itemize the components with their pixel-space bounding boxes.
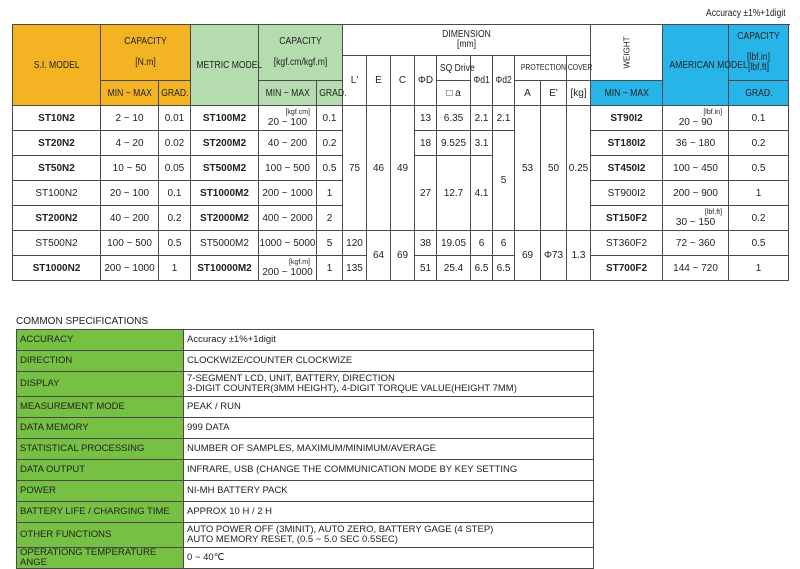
si-grad: 0.01 bbox=[159, 106, 191, 131]
metric-grad: 0.5 bbox=[317, 156, 343, 181]
metric-model: ST1000M2 bbox=[191, 181, 259, 206]
si-grad-header: GRAD. bbox=[159, 81, 191, 106]
us-model: ST450I2 bbox=[591, 156, 663, 181]
metric-range: 1000 ~ 5000 bbox=[259, 231, 317, 256]
dim-sqa: 19.05 bbox=[437, 231, 471, 256]
spec-key: ACCURACY bbox=[17, 330, 184, 351]
dim-L: 75 bbox=[343, 106, 367, 231]
spec-value: NI-MH BATTERY PACK bbox=[184, 481, 594, 502]
si-grad: 0.1 bbox=[159, 181, 191, 206]
spec-key: BATTERY LIFE / CHARGING TIME bbox=[17, 502, 184, 523]
si-model: ST10N2 bbox=[13, 106, 101, 131]
us-grad: 0.2 bbox=[729, 206, 789, 231]
spec-row bbox=[17, 460, 594, 481]
spec-key: DATA OUTPUT bbox=[17, 460, 184, 481]
american-capacity-header: CAPACITY [lbf.in] [lbf.ft] bbox=[729, 25, 789, 81]
spec-value: 999 DATA bbox=[184, 418, 594, 439]
si-range: 4 ~ 20 bbox=[101, 131, 159, 156]
us-range: 72 ~ 360 bbox=[663, 231, 729, 256]
spec-row bbox=[17, 548, 594, 569]
dim-A: 53 bbox=[515, 106, 541, 231]
us-grad: 0.5 bbox=[729, 156, 789, 181]
dim-d1: 6.5 bbox=[471, 256, 493, 281]
table-row bbox=[13, 106, 789, 131]
dim-d2: 6.5 bbox=[493, 256, 515, 281]
dim-sqdrive-header: SQ Drive bbox=[437, 56, 471, 81]
spec-row bbox=[17, 418, 594, 439]
spec-key: DIRECTION bbox=[17, 351, 184, 372]
spec-row bbox=[17, 481, 594, 502]
metric-grad: 2 bbox=[317, 206, 343, 231]
metric-model: ST100M2 bbox=[191, 106, 259, 131]
metric-grad: 1 bbox=[317, 181, 343, 206]
si-range: 10 ~ 50 bbox=[101, 156, 159, 181]
si-model-header: S.I. MODEL bbox=[13, 25, 101, 106]
spec-key: POWER bbox=[17, 481, 184, 502]
spec-value: AUTO POWER OFF (3MINIT), AUTO ZERO, BATTERY GAGE (4 STEP) AUTO MEMORY RESET, (0.5 ~ 5.0 SEC 0.5SEC) bbox=[184, 523, 594, 548]
si-model: ST200N2 bbox=[13, 206, 101, 231]
metric-model: ST200M2 bbox=[191, 131, 259, 156]
spec-row bbox=[17, 330, 594, 351]
dim-E-header: E bbox=[367, 56, 391, 106]
dim-C-header: C bbox=[391, 56, 415, 106]
si-grad: 1 bbox=[159, 256, 191, 281]
metric-grad: 0.2 bbox=[317, 131, 343, 156]
dim-sqa-header: □ a bbox=[437, 81, 471, 106]
dim-Eprime-header: E' bbox=[541, 81, 567, 106]
metric-model: ST10000M2 bbox=[191, 256, 259, 281]
metric-grad: 1 bbox=[317, 256, 343, 281]
dim-E: 64 bbox=[367, 231, 391, 281]
dim-protection-header: PROTECTION COVER bbox=[515, 56, 567, 81]
dim-sqa: 6.35 bbox=[437, 106, 471, 131]
si-grad: 0.5 bbox=[159, 231, 191, 256]
si-range: 2 ~ 10 bbox=[101, 106, 159, 131]
dim-phiD: 38 bbox=[415, 231, 437, 256]
dim-L: 135 bbox=[343, 256, 367, 281]
metric-model: ST2000M2 bbox=[191, 206, 259, 231]
dim-A: 69 bbox=[515, 231, 541, 281]
si-model: ST50N2 bbox=[13, 156, 101, 181]
spec-key: OTHER FUNCTIONS bbox=[17, 523, 184, 548]
dim-E: 46 bbox=[367, 106, 391, 231]
us-grad: 1 bbox=[729, 256, 789, 281]
us-model: ST90I2 bbox=[591, 106, 663, 131]
dim-d1: 6 bbox=[471, 231, 493, 256]
dim-Eprime: Φ73 bbox=[541, 231, 567, 281]
spec-value: 0 ~ 40℃ bbox=[184, 548, 594, 569]
si-minmax-header: MIN ~ MAX bbox=[101, 81, 159, 106]
dim-d2: 6 bbox=[493, 231, 515, 256]
dim-phiD: 51 bbox=[415, 256, 437, 281]
us-grad-header: GRAD. bbox=[729, 81, 789, 106]
dim-C: 69 bbox=[391, 231, 415, 281]
dim-phid2-header: Φd2 bbox=[493, 56, 515, 106]
metric-model-header: METRIC MODEL bbox=[191, 25, 259, 106]
si-model: ST1000N2 bbox=[13, 256, 101, 281]
si-range: 20 ~ 100 bbox=[101, 181, 159, 206]
spec-key: OPERATIONG TEMPERATURE ANGE bbox=[17, 548, 184, 569]
us-grad: 0.2 bbox=[729, 131, 789, 156]
us-model: ST900I2 bbox=[591, 181, 663, 206]
us-model: ST150F2 bbox=[591, 206, 663, 231]
spec-row bbox=[17, 351, 594, 372]
metric-minmax-header: MIN ~ MAX bbox=[259, 81, 317, 106]
us-range: 200 ~ 900 bbox=[663, 181, 729, 206]
metric-model: ST5000M2 bbox=[191, 231, 259, 256]
american-model-header: AMERICAN MODEL bbox=[663, 25, 729, 106]
spec-key: DISPLAY bbox=[17, 372, 184, 397]
dim-Eprime: 50 bbox=[541, 106, 567, 231]
dim-phiD: 18 bbox=[415, 131, 437, 156]
dim-L-header: L' bbox=[343, 56, 367, 106]
dim-d1: 4.1 bbox=[471, 156, 493, 231]
metric-grad: 0.1 bbox=[317, 106, 343, 131]
dim-phiD: 27 bbox=[415, 156, 437, 231]
metric-range: [kgf.cm] 20 ~ 100 bbox=[259, 106, 317, 131]
spec-row bbox=[17, 502, 594, 523]
metric-range: 400 ~ 2000 bbox=[259, 206, 317, 231]
dim-L: 120 bbox=[343, 231, 367, 256]
weight-unit-header: [kg] bbox=[567, 81, 591, 106]
spec-row bbox=[17, 372, 594, 397]
dim-sqa: 12.7 bbox=[437, 156, 471, 231]
dim-A-header: A bbox=[515, 81, 541, 106]
metric-model: ST500M2 bbox=[191, 156, 259, 181]
dim-phiD-header: ΦD bbox=[415, 56, 437, 106]
accuracy-note: Accuracy ±1%+1digit bbox=[706, 8, 786, 19]
us-range: 100 ~ 450 bbox=[663, 156, 729, 181]
common-specs-table bbox=[16, 329, 594, 569]
dim-d1: 2.1 bbox=[471, 106, 493, 131]
us-model: ST180I2 bbox=[591, 131, 663, 156]
spec-table bbox=[12, 24, 789, 281]
us-grad: 1 bbox=[729, 181, 789, 206]
spec-row bbox=[17, 397, 594, 418]
weight-header: WEIGHT bbox=[591, 25, 663, 81]
table-row bbox=[13, 231, 789, 256]
spec-value: Accuracy ±1%+1digit bbox=[184, 330, 594, 351]
dim-C: 49 bbox=[391, 106, 415, 231]
spec-value: CLOCKWIZE/COUNTER CLOCKWIZE bbox=[184, 351, 594, 372]
metric-capacity-header: CAPACITY [kgf.cm/kgf.m] bbox=[259, 25, 343, 81]
spec-key: DATA MEMORY bbox=[17, 418, 184, 439]
us-grad: 0.1 bbox=[729, 106, 789, 131]
metric-range: 200 ~ 1000 bbox=[259, 181, 317, 206]
si-capacity-header: CAPACITY [N.m] bbox=[101, 25, 191, 81]
metric-range: [kgf.m] 200 ~ 1000 bbox=[259, 256, 317, 281]
spec-row bbox=[17, 523, 594, 548]
weight: 1.3 bbox=[567, 231, 591, 281]
si-range: 100 ~ 500 bbox=[101, 231, 159, 256]
common-specs-title: COMMON SPECIFICATIONS bbox=[16, 316, 149, 327]
metric-range: 100 ~ 500 bbox=[259, 156, 317, 181]
metric-range: 40 ~ 200 bbox=[259, 131, 317, 156]
us-range: [lbf.in] 20 ~ 90 bbox=[663, 106, 729, 131]
us-minmax-header: MIN ~ MAX bbox=[591, 81, 663, 106]
dim-sqa: 25.4 bbox=[437, 256, 471, 281]
us-range: [lbf.ft] 30 ~ 150 bbox=[663, 206, 729, 231]
si-grad: 0.02 bbox=[159, 131, 191, 156]
si-model: ST500N2 bbox=[13, 231, 101, 256]
spec-value: PEAK / RUN bbox=[184, 397, 594, 418]
spec-value: APPROX 10 H / 2 H bbox=[184, 502, 594, 523]
dim-d2: 5 bbox=[493, 131, 515, 231]
si-range: 40 ~ 200 bbox=[101, 206, 159, 231]
dim-phiD: 13 bbox=[415, 106, 437, 131]
dim-phid1-header: Φd1 bbox=[471, 56, 493, 106]
dim-d1: 3.1 bbox=[471, 131, 493, 156]
si-model: ST100N2 bbox=[13, 181, 101, 206]
metric-grad-header: GRAD. bbox=[317, 81, 343, 106]
dimension-header: DIMENSION [mm] bbox=[343, 25, 591, 56]
dim-sqa: 9.525 bbox=[437, 131, 471, 156]
spec-key: MEASUREMENT MODE bbox=[17, 397, 184, 418]
us-model: ST700F2 bbox=[591, 256, 663, 281]
si-grad: 0.2 bbox=[159, 206, 191, 231]
us-grad: 0.5 bbox=[729, 231, 789, 256]
us-model: ST360F2 bbox=[591, 231, 663, 256]
us-range: 144 ~ 720 bbox=[663, 256, 729, 281]
spec-value: INFRARE, USB (CHANGE THE COMMUNICATION MODE BY KEY SETTING bbox=[184, 460, 594, 481]
si-model: ST20N2 bbox=[13, 131, 101, 156]
spec-key: STATISTICAL PROCESSING bbox=[17, 439, 184, 460]
metric-grad: 5 bbox=[317, 231, 343, 256]
spec-value: 7-SEGMENT LCD, UNIT, BATTERY, DIRECTION 3-DIGIT COUNTER(3MM HEIGHT), 4-DIGIT TORQUE VALUE(HEIGHT 7MM) bbox=[184, 372, 594, 397]
si-grad: 0.05 bbox=[159, 156, 191, 181]
weight: 0.25 bbox=[567, 106, 591, 231]
spec-row bbox=[17, 439, 594, 460]
us-range: 36 ~ 180 bbox=[663, 131, 729, 156]
spec-value: NUMBER OF SAMPLES, MAXIMUM/MINIMUM/AVERAGE bbox=[184, 439, 594, 460]
si-range: 200 ~ 1000 bbox=[101, 256, 159, 281]
dim-d2: 2.1 bbox=[493, 106, 515, 131]
